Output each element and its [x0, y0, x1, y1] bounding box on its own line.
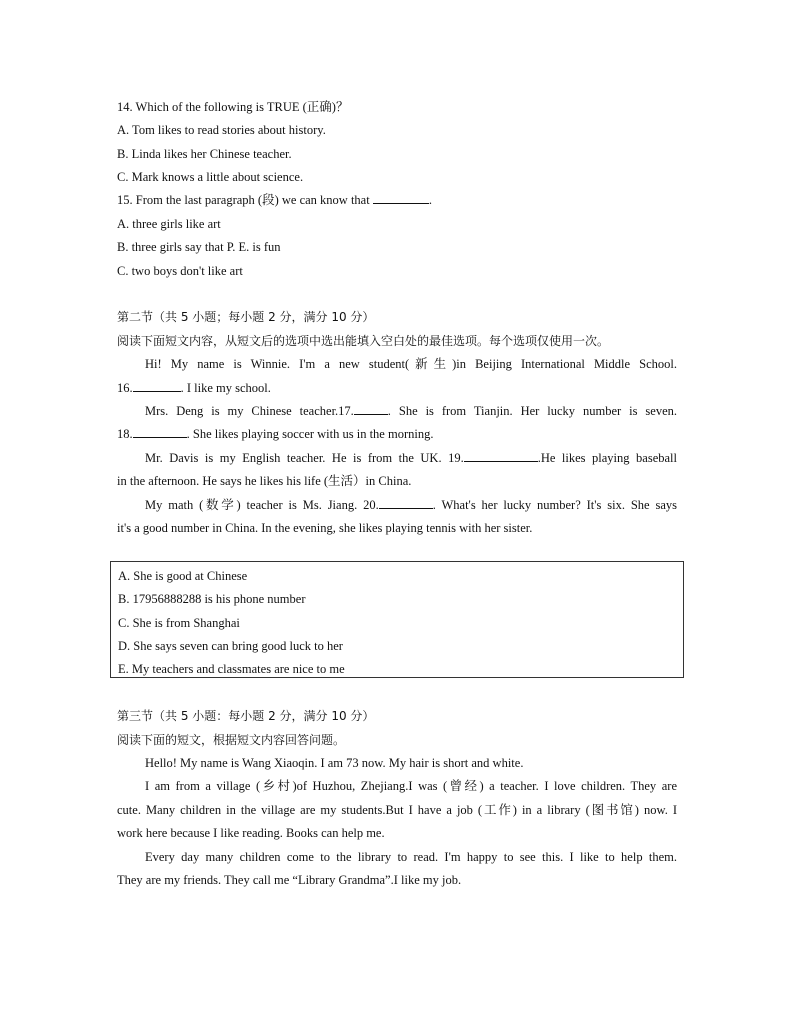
q15-option-a: A. three girls like art [117, 217, 221, 231]
s2-p3-line1-b: .He likes playing baseball [537, 451, 677, 465]
option-a: A. She is good at Chinese [118, 569, 248, 583]
blank-19[interactable] [464, 450, 538, 462]
q15-answer-blank[interactable] [373, 192, 429, 204]
s2-p2-line2-text: . She likes playing soccer with us in the morning. [186, 427, 434, 441]
option-d: D. She says seven can bring good luck to her [118, 639, 343, 653]
section2-instruction: 阅读下面短文内容，从短文后的选项中选出能填入空白处的最佳选项。每个选项仅使用一次。 [117, 334, 610, 348]
s3-p2-line2: cute. Many children in the village are my students.But I have a job (工作) in a library (图书馆) now. I [117, 803, 677, 817]
blank-18[interactable] [133, 426, 187, 438]
q14-option-a: A. Tom likes to read stories about history. [117, 123, 326, 137]
s2-p2-line1-a: Mrs. Deng is my Chinese teacher.17. [145, 404, 354, 418]
s3-p3-line1: Every day many children come to the library to read. I'm happy to see this. I like to help them. [145, 850, 677, 864]
option-e: E. My teachers and classmates are nice to me [118, 662, 345, 676]
section2-heading: 第二节（共 5 小题；每小题 2 分，满分 10 分） [117, 310, 375, 324]
s2-p1-line2-text: . I like my school. [180, 381, 271, 395]
s3-p2-line3: work here because I like reading. Books can help me. [117, 826, 385, 840]
s2-p2-line1-b: . She is from Tianjin. Her lucky number is seven. [387, 404, 677, 418]
q15-stem-text: 15. From the last paragraph (段) we can know that [117, 193, 373, 207]
s2-p3-line1-a: Mr. Davis is my English teacher. He is from the UK. 19. [145, 451, 464, 465]
s2-p2-line2 [117, 426, 433, 442]
s3-p1: Hello! My name is Wang Xiaoqin. I am 73 now. My hair is short and white. [145, 756, 524, 770]
s3-p3-line2: They are my friends. They call me “Library Grandma”.I like my job. [117, 873, 462, 887]
blank-16-label: 16. [117, 381, 133, 395]
q15-stem-end: . [428, 193, 432, 207]
s2-p4-line1-b: . What's her lucky number? It's six. She says [432, 498, 678, 512]
option-b: B. 17956888288 is his phone number [118, 592, 306, 606]
blank-16[interactable] [133, 380, 181, 392]
s3-p2-line1: I am from a village (乡村)of Huzhou, Zhejiang.I was (曾经) a teacher. I love children. They are [145, 779, 677, 793]
section3-instruction: 阅读下面的短文，根据短文内容回答问题。 [117, 733, 346, 747]
s2-p4-line2: it's a good number in China. In the evening, she likes playing tennis with her sister. [117, 521, 533, 535]
q14-option-c: C. Mark knows a little about science. [117, 170, 304, 184]
s2-p1-line2 [117, 380, 271, 396]
section3-heading: 第三节（共 5 小题：每小题 2 分，满分 10 分） [117, 709, 375, 723]
q15-option-c: C. two boys don't like art [117, 264, 243, 278]
s2-p4-line1 [145, 497, 677, 513]
q14-option-b: B. Linda likes her Chinese teacher. [117, 147, 292, 161]
q15-stem [117, 192, 432, 208]
blank-18-label: 18. [117, 427, 133, 441]
s2-p3-line2: in the afternoon. He says he likes his life (生活）in China. [117, 474, 412, 488]
blank-17[interactable] [354, 403, 388, 415]
s2-p1-line1: Hi! My name is Winnie. I'm a new student(新生)in Beijing International Middle School. [145, 357, 677, 371]
s2-p4-line1-a: My math (数学) teacher is Ms. Jiang. 20. [145, 498, 379, 512]
q15-option-b: B. three girls say that P. E. is fun [117, 240, 281, 254]
q14-stem: 14. Which of the following is TRUE (正确)？ [117, 100, 349, 114]
s2-p2-line1 [145, 403, 677, 419]
option-c: C. She is from Shanghai [118, 616, 240, 630]
blank-20[interactable] [379, 497, 433, 509]
options-box [110, 561, 684, 678]
s2-p3-line1 [145, 450, 677, 466]
